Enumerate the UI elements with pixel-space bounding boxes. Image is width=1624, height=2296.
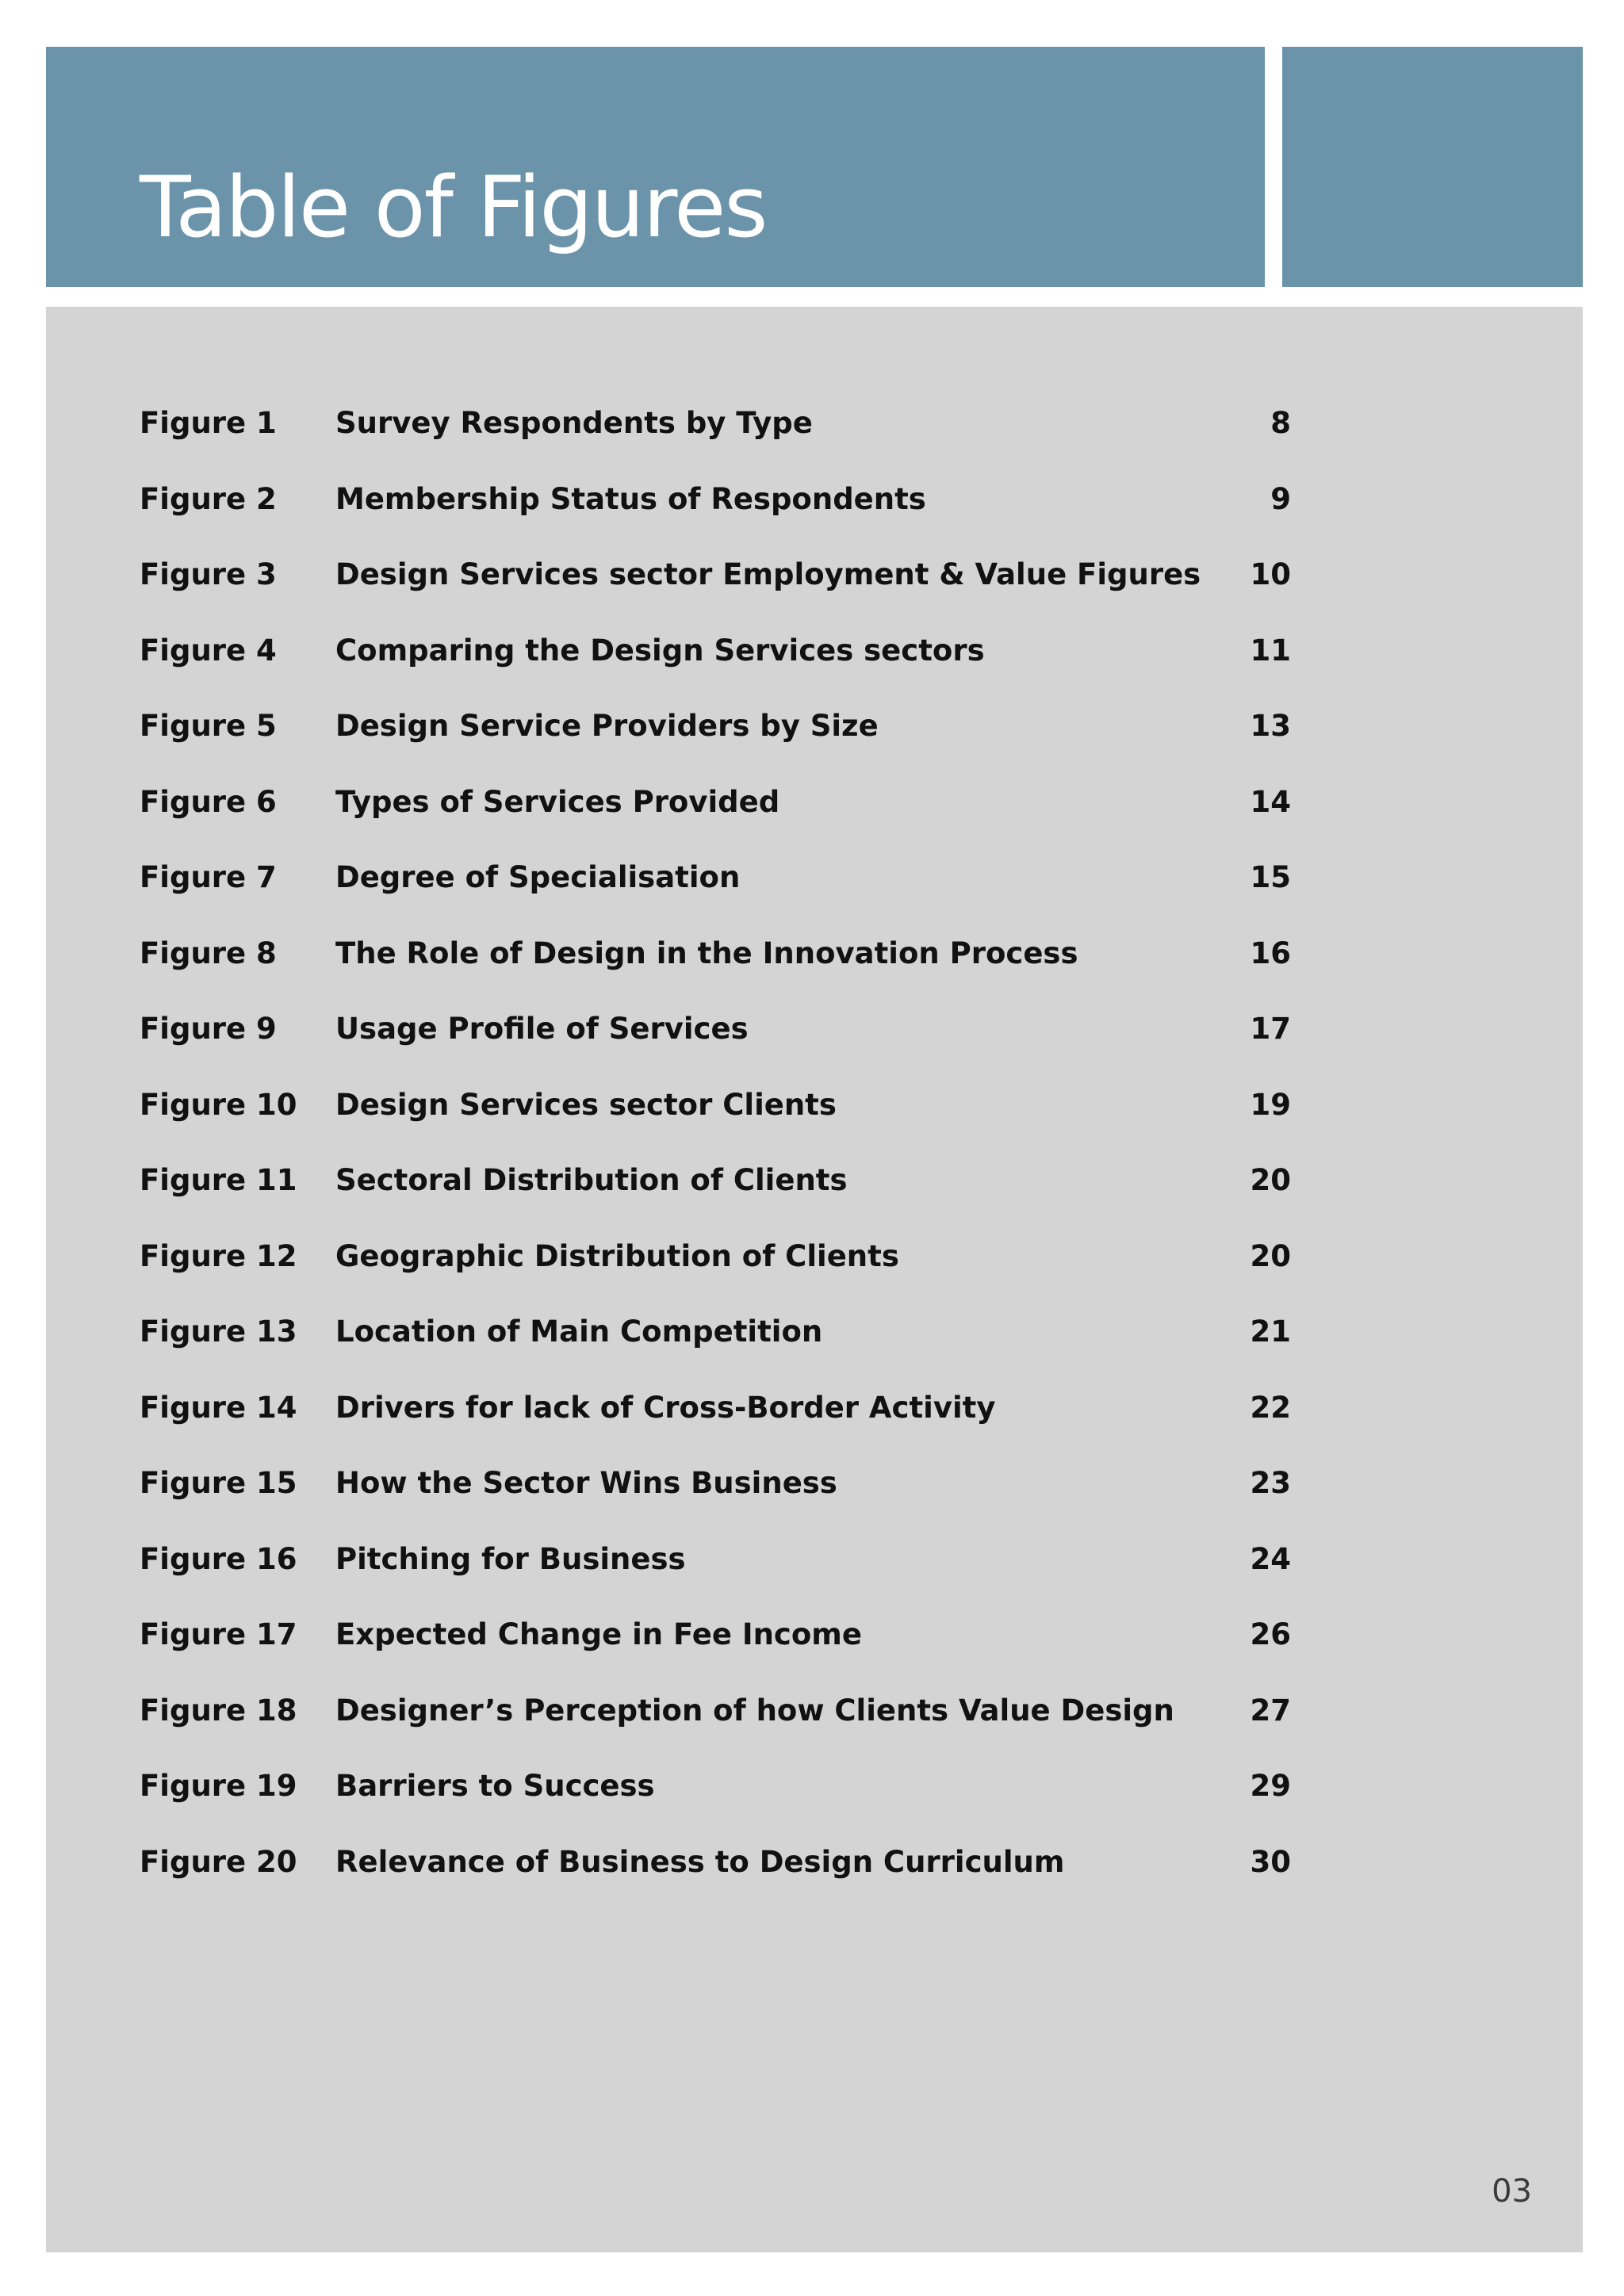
figure-title: Relevance of Business to Design Curriculum [335,1844,1065,1879]
figure-page: 22 [1250,1390,1291,1425]
figure-title: Types of Services Provided [335,784,780,819]
figure-page: 14 [1250,784,1291,819]
figure-page: 24 [1250,1541,1291,1576]
figure-label: Figure 5 [140,709,277,743]
figure-title: Design Services sector Employment & Value Figures [335,557,1201,591]
figure-page: 20 [1250,1238,1291,1273]
figure-page: 16 [1250,936,1291,970]
header-banner [46,47,1265,287]
figure-label: Figure 3 [140,557,277,591]
figure-entry[interactable] [94,1534,1291,1610]
figure-title: Designer’s Perception of how Clients Value Design [335,1693,1174,1728]
figure-label: Figure 13 [140,1314,297,1349]
figure-label: Figure 9 [140,1012,277,1046]
figure-title: Pitching for Business [335,1541,686,1576]
figure-label: Figure 19 [140,1769,297,1803]
page-number: 03 [1492,2173,1532,2210]
figure-title: Barriers to Success [335,1769,655,1803]
figure-title: Comparing the Design Services sectors [335,633,985,668]
figure-entry[interactable] [94,474,1291,550]
figure-page: 9 [1270,481,1291,516]
figure-title: Location of Main Competition [335,1314,823,1349]
page-title: Table of Figures [140,159,767,256]
figure-label: Figure 6 [140,784,277,819]
figure-page: 19 [1250,1087,1291,1122]
figure-page: 13 [1250,709,1291,743]
figure-label: Figure 4 [140,633,277,668]
figure-label: Figure 17 [140,1617,297,1651]
figure-title: Geographic Distribution of Clients [335,1238,899,1273]
figure-list [94,398,1291,1912]
figure-page: 23 [1250,1466,1291,1500]
figure-page: 8 [1270,406,1291,440]
figure-entry[interactable] [94,398,1291,474]
figure-entry[interactable] [94,1383,1291,1459]
figure-label: Figure 14 [140,1390,297,1425]
figure-page: 29 [1250,1769,1291,1803]
figure-title: How the Sector Wins Business [335,1466,837,1500]
figure-entry[interactable] [94,1307,1291,1383]
figure-title: Survey Respondents by Type [335,406,813,440]
figure-page: 30 [1250,1844,1291,1879]
figure-entry[interactable] [94,701,1291,777]
figure-label: Figure 20 [140,1844,297,1879]
header-side-block [1282,47,1583,287]
figure-label: Figure 10 [140,1087,297,1122]
figure-title: Sectoral Distribution of Clients [335,1163,848,1197]
figure-title: Drivers for lack of Cross-Border Activity [335,1390,996,1425]
figure-entry[interactable] [94,1686,1291,1762]
figure-title: The Role of Design in the Innovation Process [335,936,1078,970]
figure-label: Figure 2 [140,481,277,516]
figure-entry[interactable] [94,1231,1291,1307]
figure-label: Figure 15 [140,1466,297,1500]
figure-entry[interactable] [94,1609,1291,1686]
figure-entry[interactable] [94,1761,1291,1837]
figure-title: Usage Profile of Services [335,1012,749,1046]
figure-entry[interactable] [94,1837,1291,1913]
figure-title: Expected Change in Fee Income [335,1617,862,1651]
figure-label: Figure 18 [140,1693,297,1728]
figure-page: 27 [1250,1693,1291,1728]
figure-label: Figure 8 [140,936,277,970]
figure-title: Degree of Specialisation [335,860,741,894]
figure-label: Figure 16 [140,1541,297,1576]
figure-page: 26 [1250,1617,1291,1651]
figure-label: Figure 7 [140,860,277,894]
figure-entry[interactable] [94,852,1291,928]
figure-title: Design Services sector Clients [335,1087,837,1122]
figure-label: Figure 11 [140,1163,297,1197]
figure-entry[interactable] [94,777,1291,853]
figure-entry[interactable] [94,1080,1291,1156]
figure-page: 17 [1250,1012,1291,1046]
figure-entry[interactable] [94,626,1291,702]
figure-page: 21 [1250,1314,1291,1349]
figure-entry[interactable] [94,1155,1291,1231]
figure-entry[interactable] [94,1458,1291,1534]
figure-title: Membership Status of Respondents [335,481,926,516]
figure-page: 11 [1250,633,1291,668]
figure-entry[interactable] [94,549,1291,626]
figure-page: 15 [1250,860,1291,894]
figure-title: Design Service Providers by Size [335,709,879,743]
figure-page: 10 [1250,557,1291,591]
figure-label: Figure 12 [140,1238,297,1273]
figure-page: 20 [1250,1163,1291,1197]
figure-entry[interactable] [94,928,1291,1004]
figure-entry[interactable] [94,1004,1291,1080]
figure-label: Figure 1 [140,406,277,440]
